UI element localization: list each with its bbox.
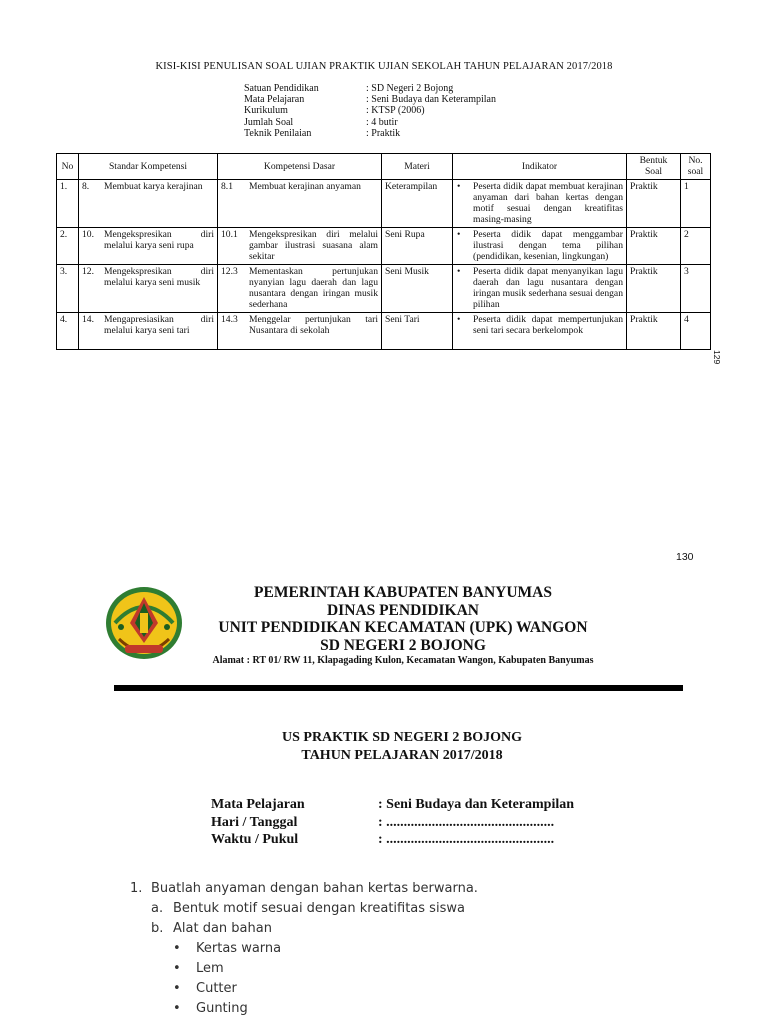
question-1 <box>130 879 478 1019</box>
sk-number: 12. <box>82 266 94 277</box>
rotated-page-number: 129 <box>712 350 722 365</box>
sub-label: a. <box>151 901 164 916</box>
bullet-icon: • <box>173 981 181 996</box>
material-item: Cutter <box>196 981 237 996</box>
cell-materi: Seni Musik <box>382 265 453 313</box>
col-header-materi: Materi <box>382 154 453 180</box>
cell-no: 3. <box>57 265 79 313</box>
letterhead-divider <box>114 685 683 691</box>
meta-row <box>244 128 496 139</box>
meta-value: : KTSP (2006) <box>366 105 425 117</box>
sk-text: Mengapresiasikan diri melalui karya seni tari <box>104 314 214 336</box>
kd-number: 12.3 <box>221 266 238 277</box>
exam-title-line-2: TAHUN PELAJARAN 2017/2018 <box>301 748 503 763</box>
kd-text: Membuat kerajinan anyaman <box>249 181 361 192</box>
exam-meta-label: Hari / Tanggal <box>211 814 298 830</box>
kd-text: Mementaskan pertunjukan nyanyian lagu daerah dan lagu nusantara dengan iringan musik sederhana <box>249 266 378 310</box>
bullet-icon: • <box>457 229 461 240</box>
indikator-text: Peserta didik dapat menyanyikan lagu daerah dan lagu nusantara dengan iringan musik sederhana sesuai dengan pilihan <box>473 266 623 310</box>
exam-meta-label: Waktu / Pukul <box>211 832 299 847</box>
sk-text: Mengekspresikan diri melalui karya seni musik <box>104 266 214 288</box>
kd-text: Mengekspresikan diri melalui gambar ilustrasi suasana alam sekitar <box>249 229 378 262</box>
exam-meta <box>211 796 574 849</box>
meta-row <box>244 83 496 94</box>
question-sub-b <box>151 919 478 939</box>
banyumas-regency-emblem-icon <box>103 583 185 665</box>
sub-text: Alat dan bahan <box>173 921 272 936</box>
exam-meta-row <box>211 796 574 814</box>
material-item: Kertas warna <box>196 941 282 956</box>
cell-no: 1. <box>57 180 79 228</box>
cell-standar-kompetensi <box>79 228 218 265</box>
col-header-standar-kompetensi: Standar Kompetensi <box>79 154 218 180</box>
letterhead-line-2: DINAS PENDIDIKAN <box>326 601 479 619</box>
exam-meta-row <box>211 831 574 849</box>
cell-kompetensi-dasar <box>218 313 382 350</box>
page-number: 130 <box>676 551 694 563</box>
sk-text: Membuat karya kerajinan <box>104 181 203 192</box>
exam-meta-row <box>211 814 574 832</box>
meta-value: : 4 butir <box>366 116 398 128</box>
bullet-icon: • <box>457 181 461 192</box>
cell-no-soal: 3 <box>681 265 711 313</box>
material-item: Lem <box>196 961 224 976</box>
cell-kompetensi-dasar <box>218 228 382 265</box>
meta-value: : Praktik <box>366 127 401 139</box>
question-text: Buatlah anyaman dengan bahan kertas berwarna. <box>151 881 478 896</box>
cell-kompetensi-dasar <box>218 180 382 228</box>
cell-no-soal: 1 <box>681 180 711 228</box>
cell-no: 2. <box>57 228 79 265</box>
meta-value: : SD Negeri 2 Bojong <box>366 83 454 94</box>
cell-materi: Seni Rupa <box>382 228 453 265</box>
bullet-icon: • <box>173 1001 181 1016</box>
list-item <box>173 939 478 959</box>
cell-no: 4. <box>57 313 79 350</box>
kd-text: Menggelar pertunjukan tari Nusantara di sekolah <box>249 314 378 336</box>
letterhead-line-4: SD NEGERI 2 BOJONG <box>320 636 486 654</box>
exam-meta-label: Mata Pelajaran <box>211 797 305 812</box>
cell-indikator <box>453 313 627 350</box>
sk-number: 8. <box>82 181 90 192</box>
cell-standar-kompetensi <box>79 265 218 313</box>
document-meta <box>244 83 496 139</box>
kd-number: 8.1 <box>221 181 233 192</box>
cell-bentuk-soal: Praktik <box>627 180 681 228</box>
bullet-icon: • <box>173 961 181 976</box>
meta-row <box>244 94 496 105</box>
cell-standar-kompetensi <box>79 180 218 228</box>
exam-title-line-1: US PRAKTIK SD NEGERI 2 BOJONG <box>282 730 522 745</box>
sub-text: Bentuk motif sesuai dengan kreatifitas siswa <box>173 901 465 916</box>
cell-indikator <box>453 265 627 313</box>
meta-label: Teknik Penilaian <box>244 127 312 139</box>
kd-number: 10.1 <box>221 229 238 240</box>
col-header-indikator: Indikator <box>453 154 627 180</box>
cell-standar-kompetensi <box>79 313 218 350</box>
cell-bentuk-soal: Praktik <box>627 265 681 313</box>
question-number: 1. <box>130 881 143 896</box>
cell-indikator <box>453 228 627 265</box>
meta-row <box>244 105 496 116</box>
cell-materi: Seni Tari <box>382 313 453 350</box>
cell-no-soal: 4 <box>681 313 711 350</box>
kisi-kisi-title: KISI-KISI PENULISAN SOAL UJIAN PRAKTIK UJIAN SEKOLAH TAHUN PELAJARAN 2017/2018 <box>155 61 613 72</box>
meta-label: Jumlah Soal <box>244 116 294 128</box>
material-item: Gunting <box>196 1001 248 1016</box>
table-row <box>57 265 711 313</box>
meta-value: : Seni Budaya dan Keterampilan <box>366 94 496 106</box>
cell-no-soal: 2 <box>681 228 711 265</box>
letterhead-address: Alamat : RT 01/ RW 11, Klapagading Kulon, Kecamatan Wangon, Kabupaten Banyumas <box>212 655 594 667</box>
cell-bentuk-soal: Praktik <box>627 228 681 265</box>
bullet-icon: • <box>457 314 461 325</box>
col-header-no-soal: No. soal <box>681 154 711 180</box>
kisi-kisi-table <box>56 153 711 350</box>
list-item <box>173 959 478 979</box>
question-line <box>130 879 478 899</box>
indikator-text: Peserta didik dapat mempertunjukan seni tari secara berkelompok <box>473 314 623 336</box>
cell-indikator <box>453 180 627 228</box>
sub-label: b. <box>151 921 164 936</box>
meta-label: Satuan Pendidikan <box>244 83 319 94</box>
col-header-no: No <box>57 154 79 180</box>
col-header-kompetensi-dasar: Kompetensi Dasar <box>218 154 382 180</box>
indikator-text: Peserta didik dapat membuat kerajinan anyaman dari bahan kertas dengan motif sesuai dengan kreatifitas masing-masing <box>473 181 623 225</box>
exam-meta-value: : ................................................ <box>378 832 555 847</box>
indikator-text: Peserta didik dapat menggambar ilustrasi dengan tema pilihan (pendidikan, kesenian, lingkungan) <box>473 229 623 262</box>
sk-number: 10. <box>82 229 94 240</box>
letterhead-line-3: UNIT PENDIDIKAN KECAMATAN (UPK) WANGON <box>218 619 588 637</box>
col-header-bentuk-soal: Bentuk Soal <box>627 154 681 180</box>
list-item <box>173 979 478 999</box>
meta-row <box>244 117 496 128</box>
letterhead-line-1: PEMERINTAH KABUPATEN BANYUMAS <box>254 584 552 601</box>
sk-text: Mengekspresikan diri melalui karya seni rupa <box>104 229 214 251</box>
table-header-row <box>57 154 711 180</box>
list-item <box>173 999 478 1019</box>
meta-label: Mata Pelajaran <box>244 94 305 106</box>
bullet-icon: • <box>457 266 461 277</box>
cell-bentuk-soal: Praktik <box>627 313 681 350</box>
question-sub-a <box>151 899 478 919</box>
table-row <box>57 180 711 228</box>
letterhead <box>188 584 618 668</box>
table-row <box>57 228 711 265</box>
table-row <box>57 313 711 350</box>
exam-meta-value: : Seni Budaya dan Keterampilan <box>378 797 575 812</box>
meta-label: Kurikulum <box>244 105 288 117</box>
cell-materi: Keterampilan <box>382 180 453 228</box>
bullet-icon: • <box>173 941 181 956</box>
cell-kompetensi-dasar <box>218 265 382 313</box>
exam-meta-value: : ................................................ <box>378 814 555 830</box>
kd-number: 14.3 <box>221 314 238 325</box>
sk-number: 14. <box>82 314 94 325</box>
exam-title <box>0 729 768 765</box>
